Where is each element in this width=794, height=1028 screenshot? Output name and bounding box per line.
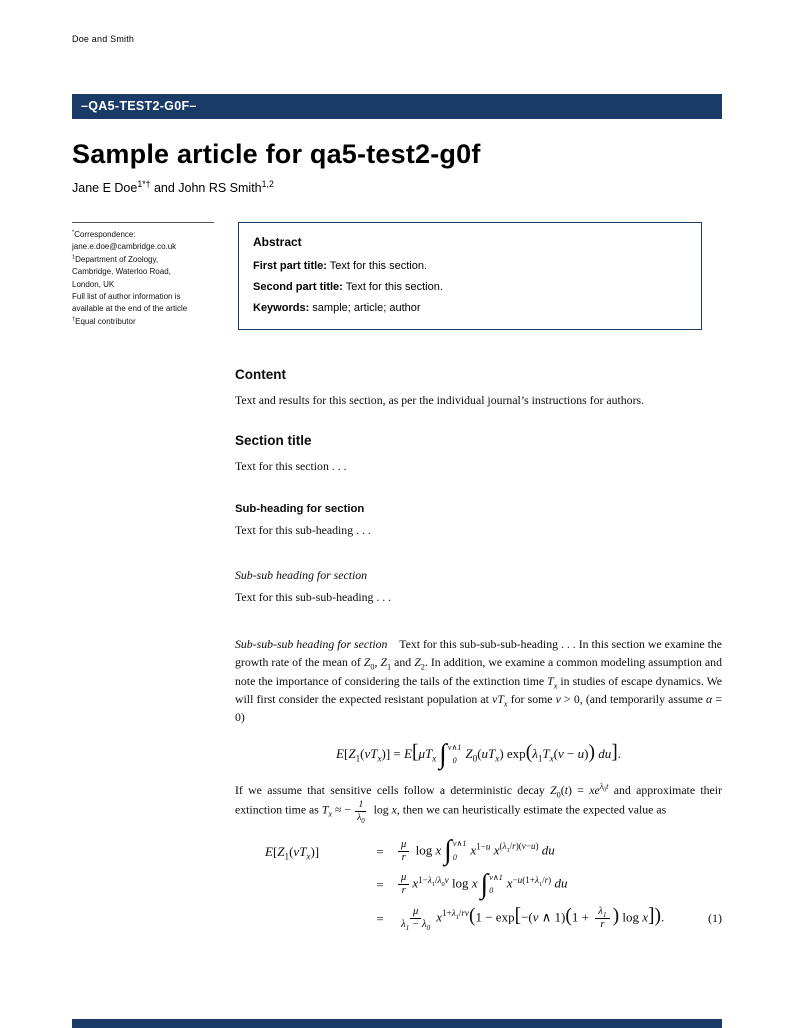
abstract-title: Abstract xyxy=(253,235,302,249)
running-head: Doe and Smith xyxy=(72,34,135,44)
equation-number: (1) xyxy=(708,911,722,926)
abstract-row-text: Text for this section. xyxy=(326,260,428,273)
top-matter xyxy=(72,222,722,330)
author-info-note: Full list of author information is xyxy=(72,291,181,301)
correspondence-email: jane.e.doe@cambridge.co.uk xyxy=(72,242,177,252)
abstract-row-text: sample; article; author xyxy=(309,302,421,315)
banner-bar xyxy=(72,94,722,119)
equation-lhs: $E[Z_1(vT_x)]$ xyxy=(265,843,320,862)
equation-relation: = xyxy=(376,877,384,893)
section-heading-content: Content xyxy=(235,367,286,383)
abstract-first-part xyxy=(253,259,687,275)
equation-rhs: $\frac{\mu}{\lambda_1 - \lambda_0}$ $x^{1+\lambda_1/rv}(1 - \exp[-(v$ ∧ 1)(1 + $\frac{\lambda_1}{r}$ ) log x]). xyxy=(401,905,665,932)
abstract-keywords xyxy=(253,301,687,317)
main-column xyxy=(235,365,722,931)
paragraph: Text for this sub-sub-heading . . . xyxy=(235,589,392,604)
authors-line: Jane E Doe$^{1*\dagger}$ and John RS Smith$^{1,2}$ xyxy=(72,178,274,195)
paragraph: Text for this section . . . xyxy=(235,459,347,474)
affiliation-line: London, UK xyxy=(72,279,115,289)
affiliation-line: $^1$Department of Zoology, xyxy=(72,254,159,264)
abstract-row-label: Second part title: xyxy=(253,281,343,294)
equation-rhs: $\frac{\mu}{r}$ $x^{1-\lambda_1/\lambda_0v}$ log x ∫ v∧1 0 $x^{-u(1+\lambda_1/r)}$ du xyxy=(395,872,692,898)
affiliation-line: Cambridge, Waterloo Road, xyxy=(72,267,171,277)
author-info-note: available at the end of the article xyxy=(72,304,188,314)
correspondence-label: *Correspondence: xyxy=(72,229,136,239)
sub-heading: Sub-heading for section xyxy=(235,502,365,515)
paragraph: Text and results for this section, as per the individual journal’s instructions for authors. xyxy=(235,393,645,408)
equation-line xyxy=(265,868,722,900)
equation-rhs: $\frac{\mu}{r}$ log x ∫ v∧1 0 $x^{1-u}$ $x^{(\lambda_1/r)(v-u)}$ du xyxy=(395,839,692,865)
run-in-paragraph: Sub-sub-sub heading for section Text for this sub-sub-sub-heading . . . In this section we examine the growth rate of the mean of $Z_0$, $Z_1$ and $Z_2$. In addition, we examine a common modeling assumption and note the importance of considering the tails of the extinction time $T_x$ in studies of escape dynamics. We will first consider the expected resistant population at $vT_x$ for some v > 0, (and temporarily assume α = 0) xyxy=(235,636,722,725)
sub-sub-heading: Sub-sub heading for section xyxy=(235,568,368,583)
abstract-second-part xyxy=(253,280,687,296)
equation-relation: = xyxy=(376,910,384,926)
section-heading-title: Section title xyxy=(235,433,312,449)
abstract-row-label: First part title: xyxy=(253,260,327,273)
abstract-row-text: Text for this section. xyxy=(342,281,443,294)
aligned-equation-block xyxy=(235,835,722,932)
footer-bar xyxy=(72,1019,722,1028)
equation-line xyxy=(265,906,722,932)
equation-relation: = xyxy=(376,843,384,859)
abstract-row-label: Keywords: xyxy=(253,302,310,315)
abstract-box xyxy=(238,222,702,330)
paragraph: Text for this sub-heading . . . xyxy=(235,523,371,538)
equal-contributor-note: †Equal contributor xyxy=(72,316,136,326)
article-title: Sample article for qa5-test2-g0f xyxy=(72,139,481,169)
equation-line xyxy=(265,835,722,867)
banner-text: –QA5-TEST2-G0F– xyxy=(81,99,197,113)
paragraph: If we assume that sensitive cells follow a deterministic decay $Z_0(t) = xe^{\lambda_0t}$ and approximate their extinction time as $T_x$ ≈ − $\frac{1}{\lambda_0}$ log x, then we can heuristically estimate the expected value as xyxy=(235,782,722,825)
author-notes xyxy=(72,222,214,330)
display-equation: $E[Z_1(vT_x)] = E[\mu T_x$ ∫ v∧1 0 $Z_0(uT_x) \exp(\lambda_1T_x(v - u))$ du]. xyxy=(336,739,621,771)
